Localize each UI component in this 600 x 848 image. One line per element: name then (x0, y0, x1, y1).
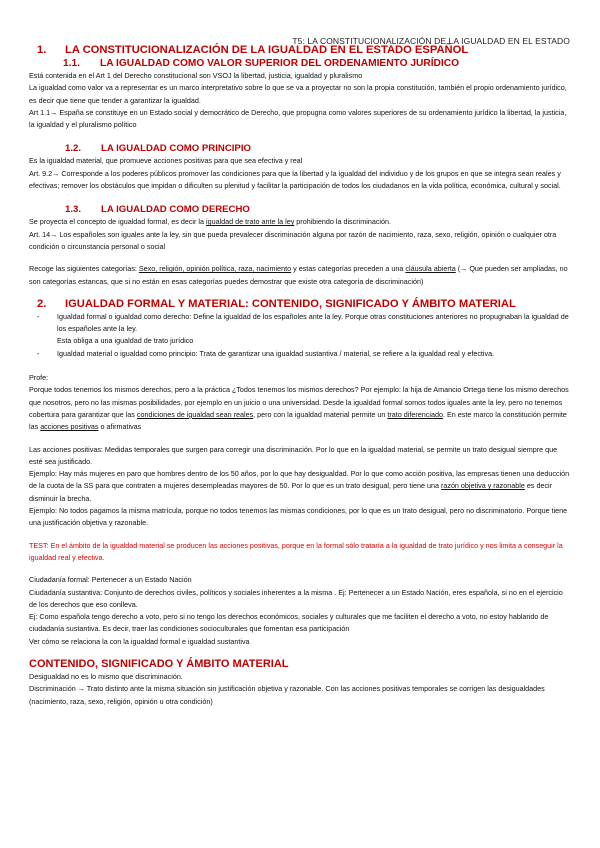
paragraph: Art 1.1→ España se constituye en un Estado social y democrático de Derecho, que propugna como valores superiores de su ordenamiento jurídico la libertad, la justicia, la igualdad y el pluralismo político (29, 107, 567, 130)
section-1-3-number: 1.3. (65, 204, 82, 216)
paragraph: Discriminación → Trato distinto ante la misma situación sin justificación objetiva y razonable. Con las acciones positivas temporales se corrigen las desigualdades (nacimiento, raza, sexo, religión, opinión u otra condición) (29, 684, 545, 706)
section-2-number: 2. (37, 297, 47, 310)
section-2-title: IGUALDAD FORMAL Y MATERIAL: CONTENIDO, SIGNIFICADO Y ÁMBITO MATERIAL (65, 297, 516, 310)
section-1-1-title: LA IGUALDAD COMO VALOR SUPERIOR DEL ORDENAMIENTO JURÍDICO (100, 58, 460, 69)
list-item-extra: Esta obliga a una igualdad de trato jurídico (57, 336, 194, 346)
paragraph: Ver cómo se relaciona la con la igualdad formal e igualdad sustantiva (29, 636, 250, 646)
list-item: - Igualdad material o igualdad como principio: Trata de garantizar una igualdad sustantiva / material, se refiere a la igualdad real y efectiva. (37, 348, 570, 360)
section-1-3-title: LA IGUALDAD COMO DERECHO (101, 204, 250, 216)
page-header: T5: LA CONSTITUCIONALIZACIÓN DE LA IGUALDAD EN EL ESTADO (292, 36, 570, 46)
section-1-number: 1. (37, 44, 47, 56)
paragraph: Ejemplo: No todos pagamos la misma matrícula, porque no todos tenemos las mismas condiciones, por lo que es un trato desigual, pero no discriminatorio. Porque tiene una justificación objetiva y razonable. (29, 506, 568, 528)
document-body (29, 44, 570, 708)
section-1-heading (29, 44, 570, 57)
list-item: - Igualdad formal o igualdad como derecho: Define la igualdad de los españoles ante la ley. Porque otras constituciones anteriores no propugnaban la igualdad de los españoles ante la ley. Esta obliga a una igualdad de trato jurídico (37, 311, 569, 346)
bullet-list (29, 311, 570, 360)
paragraph: Está contenida en el Art 1 del Derecho constitucional son VSOJ la libertad, justicia, igualdad y pluralismo (29, 71, 363, 80)
paragraph: Las acciones positivas: Medidas temporales que surgen para corregir una discriminación. Por lo que en la igualdad material, se permite un trato desigual siempre que esté sea justificado. (29, 444, 558, 466)
section-3-heading: CONTENIDO, SIGNIFICADO Y ÁMBITO MATERIAL (29, 657, 289, 670)
section-1-2-number: 1.2. (65, 143, 82, 155)
paragraph: Ejemplo: Hay más mujeres en paro que hombres dentro de los 50 años, por lo que hay desigualdad. Por lo que como acción positiva, las empresas tienen una deducción de la cuota de la SS para que contraten a mujeres desempleadas mayores de 50. Por lo que es un trato desigual, pero tiene una razón objetiva y razonable es decir disminuir la brecha. (29, 469, 570, 503)
bullet-mark: - (37, 311, 40, 321)
test-note: TEST: En el ámbito de la igualdad material se producen las acciones positivas, porque en la formal sólo trataría a la igualdad de trato jurídico y nos limita a conseguir la igualdad real y efectiva. (29, 540, 563, 562)
paragraph: Es la igualdad material, que promueve acciones positivas para que sea efectiva y real (29, 156, 303, 166)
paragraph: Recoge las siguientes categorías: Sexo, religión, opinión política, raza, nacimiento y estas categorías preceden a una cláusula abierta (→ Que pueden ser ampliadas, no son categorías estancas, que si no están en esas categorías puedes demostrar que existe otra categoría de discriminación) (29, 264, 568, 286)
paragraph: Art. 14→ Los españoles son iguales ante la ley, sin que pueda prevalecer discriminación alguna por razón de nacimiento, raza, sexo, religión, opinión o cualquier otra condición o circunstancia personal o social (29, 229, 557, 251)
paragraph: La igualdad como valor va a representar es un marco interpretativo sobre lo que se va a proyectar no son la propia constitución, también el propio ordenamiento jurídico, es decir que tiene que tender a garantizar la igualdad. (29, 83, 567, 105)
section-1-2-title: LA IGUALDAD COMO PRINCIPIO (101, 143, 251, 155)
section-2-heading (29, 298, 570, 311)
paragraph: Art. 9.2→ Corresponde a los poderes públicos promover las condiciones para que la libertad y la igualdad del individuo y de los grupos en que se integra sean reales y efectivas; remover los obstáculos que impidan o dificulten su plenitud y facilitar la participación de todos los ciudadanos en la vida política, económica, cultural y social. (29, 168, 561, 191)
section-1-1-heading (29, 57, 570, 70)
bullet-mark: - (37, 348, 40, 358)
paragraph: Porque todos tenemos los mismos derechos, pero a la práctica ¿Todos tenemos los mismos derechos? Por ejemplo: la hija de Amancio Ortega tiene los mismo derechos que nosotros, pero no las mismas posibilidades, por ejemplo en un juicio o una universidad. Desde la igualdad formal somos todos iguales ante la ley, pero no tenemos cobertura para garantizar que las condiciones de igualdad sean reales, pero con la igualdad material permite un trato diferenciado. En este marco la constitución permite las acciones positivas o afirmativas (29, 385, 569, 432)
paragraph: Se proyecta el concepto de igualdad formal, es decir la igualdad de trato ante la ley prohibiendo la discriminación. (29, 217, 391, 227)
paragraph: Desigualdad no es lo mismo que discriminación. (29, 671, 183, 681)
section-1-2-heading (29, 143, 570, 155)
paragraph: Ciudadanía sustantiva: Conjunto de derechos civiles, políticos y sociales inherentes a la misma . Ej: Pertenecer a un Estado Nación, eres española, si no en el ejercicio de los derechos que eso conlleva. (29, 587, 563, 609)
section-1-1-number: 1.1. (63, 58, 80, 69)
paragraph: Ciudadanía formal: Pertenecer a un Estado Nación (29, 575, 192, 585)
paragraph: Profe: (29, 373, 49, 383)
section-1-3-heading (29, 204, 570, 216)
paragraph: Ej: Como española tengo derecho a voto, pero si no tengo los derechos económicos, sociales y culturales que me faciliten el derecho a voto, no estoy hablando de ciudadanía sustantiva. Es decir, traer las condiciones socioculturales que fomentan esa participación (29, 612, 549, 634)
section-1-title: LA CONSTITUCIONALIZACIÓN DE LA IGUALDAD EN EL ESTADO ESPAÑOL (65, 44, 469, 56)
